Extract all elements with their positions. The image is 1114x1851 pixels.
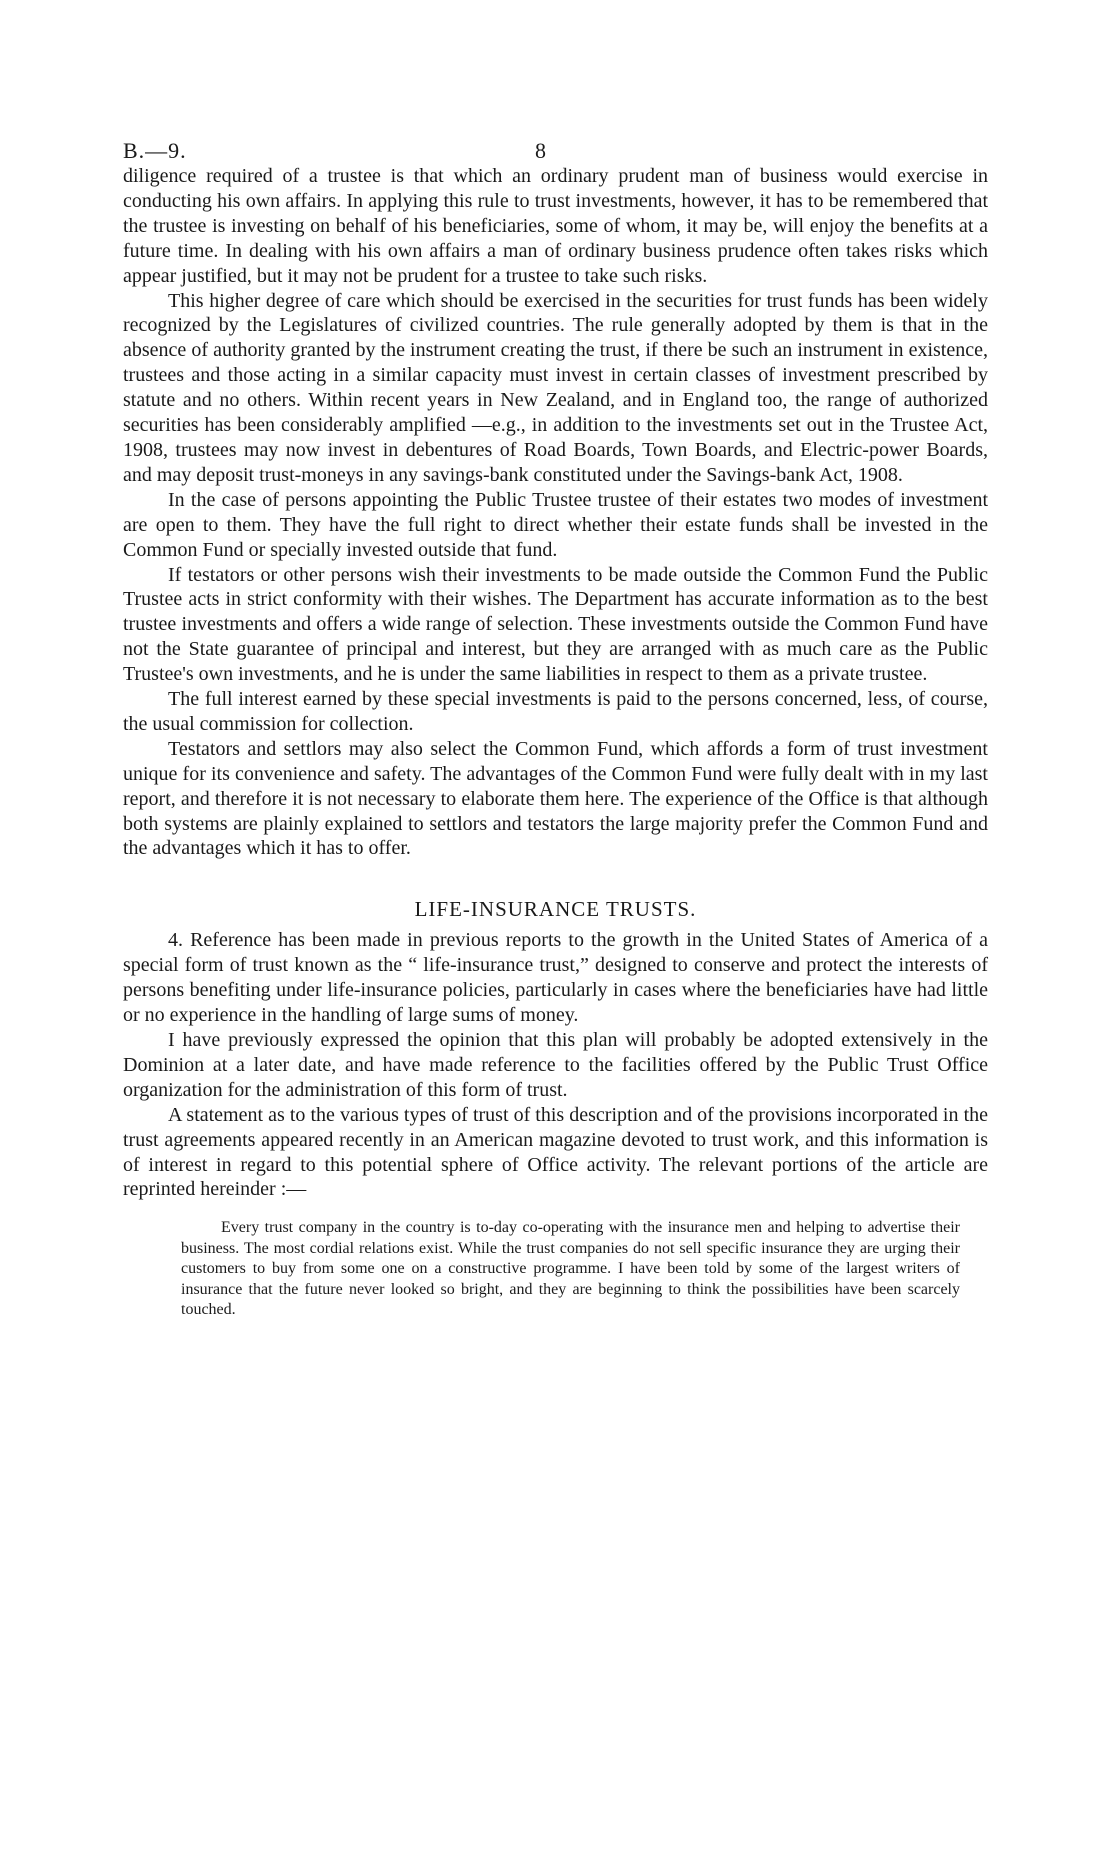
paragraph: I have previously expressed the opinion that this plan will probably be adopted extensively in the Dominion at a later date, and have made reference to the facilities offered by the Public Trust Office organization for the administration of this form of trust. — [123, 1029, 988, 1101]
paragraph: In the case of persons appointing the Public Trustee trustee of their estates two modes of investment are open to them. They have the full right to direct whether their estate funds shall be invested in the Common Fund or specially invested outside that fund. — [123, 488, 988, 561]
paragraph: This higher degree of care which should be exercised in the securities for trust funds has been widely recognized by the Legislatures of civilized countries. The rule generally adopted by them is that in the absence of authority granted by the instrument creating the trust, if there be such an instrument in existence, trustees and those acting in a similar capacity must invest in certain classes of investment prescribed by statute and no others. Within recent years in New Zealand, and in England too, the range of authorized securities has been considerably amplified —e.g., in addition to the investments set out in the Trustee Act, 1908, trustees may now invest in debentures of Road Boards, Town Boards, and Electric-power Boards, and may deposit trust-moneys in any savings-bank constituted under the Savings-bank Act, 1908. — [123, 289, 988, 486]
document-reference: B.—9. — [123, 138, 187, 163]
document-page — [123, 130, 988, 1321]
document-body — [123, 164, 988, 1321]
paragraph-continuation: diligence required of a trustee is that which an ordinary prudent man of business would exercise in conducting his own affairs. In applying this rule to trust investments, however, it has to be remembered that the trustee is investing on behalf of his beneficiaries, some of whom, it may be, will enjoy the benefits at a future time. In dealing with his own affairs a man of ordinary business prudence often takes risks which appear justified, but it may not be prudent for a trustee to take such risks. — [123, 165, 988, 287]
section-heading: LIFE-INSURANCE TRUSTS. — [414, 897, 697, 922]
page-header — [123, 130, 988, 164]
paragraph: 4. Reference has been made in previous reports to the growth in the United States of America of a special form of trust known as the “ life-insurance trust,” designed to conserve and protect the interests of persons benefiting under life-insurance policies, particularly in cases where the beneficiaries have had little or no experience in the handling of large sums of money. — [123, 929, 988, 1027]
block-quote: Every trust company in the country is to-day co-operating with the insurance men and helping to advertise their business. The most cordial relations exist. While the trust companies do not sell specific insurance they are urging their customers to buy from some one on a constructive programme. I have been told by some of the largest writers of insurance that the future never looked so bright, and they are beginning to think the possibilities have been scarcely touched. — [181, 1219, 960, 1319]
paragraph: A statement as to the various types of trust of this description and of the provisions incorporated in the trust agreements appeared recently in an American magazine devoted to trust work, and this information is of interest in regard to this potential sphere of Office activity. The relevant portions of the article are reprinted hereinder :— — [123, 1103, 988, 1201]
page-number: 8 — [535, 138, 546, 163]
paragraph: The full interest earned by these special investments is paid to the persons concerned, less, of course, the usual commission for collection. — [123, 688, 988, 735]
paragraph: Testators and settlors may also select the Common Fund, which affords a form of trust investment unique for its convenience and safety. The advantages of the Common Fund were fully dealt with in my last report, and therefore it is not necessary to elaborate them here. The experience of the Office is that although both systems are plainly explained to settlors and testators the large majority prefer the Common Fund and the advantages which it has to offer. — [123, 737, 988, 860]
paragraph: If testators or other persons wish their investments to be made outside the Common Fund the Public Trustee acts in strict conformity with their wishes. The Department has accurate information as to the best trustee investments and offers a wide range of selection. These investments outside the Common Fund have not the State guarantee of principal and interest, but they are arranged with as much care as the Public Trustee's own investments, and he is under the same liabilities in respect to them as a private trustee. — [123, 563, 988, 686]
